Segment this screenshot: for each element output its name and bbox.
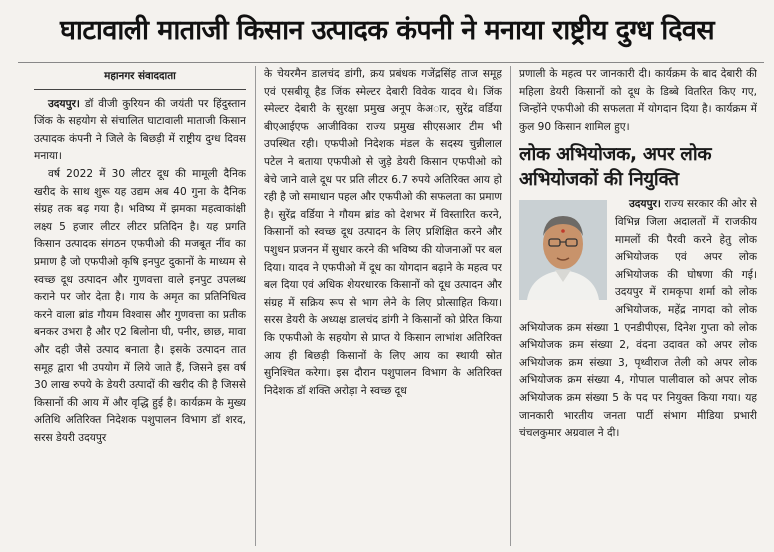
byline: महानगर संवाददाता (34, 66, 246, 90)
article-column-3 (519, 66, 757, 552)
paragraph-text: वर्ष 2022 में 30 लीटर दूध की मामूली दैनिक खरीद के साथ शुरू यह उद्यम अब 40 गुना के दैनिक संग्रह तक बढ़ गया है। भविष्य में झमका महत्वाकांक्षी लक्ष्य 5 हजार लीटर लीटर प्रतिदिन है। यह प्रगति किसान उत्पादक संगठन एफपीओ की मजबूत नींव का प्रमाण है जो एफपीओ कृषि इनपुट दुकानों के माध्यम से स्वच्छ दूध उत्पादन और गुणवत्ता वाले इनपुट उपलब्ध कराने पर जोर देता है। गाय के अमृत का प्रतिनिधित्व करने वाला ब्रांड गौयम विश्वास और गुणवत्ता का प्रतीक बनकर उभरा है और ए2 बिलोना घी, पनीर, छाछ, मावा और दही जैसे उत्पाद बनाता है। इसके उत्पादन तात समूह द्वारा भी उपयोग में लिये जाते हैं, जिसने इस वर्ष 30 लाख रुपये के डेयरी उत्पादों की खरीद की है जिससे किसानों की आय में और वृद्धि हुई है। कार्यक्रम के मुख्य अतिथि अतिरिक्त निदेशक पशुपालन विभाग डॉ शरद, सरस डेयरी उदयपुर (34, 167, 246, 444)
main-headline: घाटावाली माताजी किसान उत्पादक कंपनी ने मनाया राष्ट्रीय दुग्ध दिवस (59, 15, 715, 46)
sub-headline: लोक अभियोजक, अपर लोक अभियोजकों की नियुक्ति (519, 144, 712, 191)
paragraph: के चेयरमैन डालचंद डांगी, क्रय प्रबंधक गजेंद्रसिंह ताज समूह एवं एसबीयू हैड जिंक स्मेल्टर देबारी विवेक यादव थे। जिंक स्मेल्टर देबारी के सुरक्षा प्रमुख अनूप केअार, सुरेंद्र वर्डिया बीएआईएफ आजीविका राज्य प्रमुख सीएसआर टीम भी उपस्थित रही। एफपीओ निदेशक मंडल के सदस्य चुन्नीलाल पटेल ने बताया एफपीओ से जुड़े डेयरी किसान एफपीओ को बेचे जाने वाले दूध पर प्रति लीटर 6.7 रुपये अतिरिक्त आय हो रही है जो समाधान पहल और एफपीओ की सफलता का प्रमाण है। सुरेंद्र वर्डिया ने गौयम ब्रांड को देशभर में विस्तारित करने, किसानों को स्वच्छ दूध उत्पादन के लिए प्रशिक्षित करने और पशुधन प्रजनन में सुधार करने की भविष्य की योजनाओं पर बल दिया। यादव ने एफपीओ में दूध का योगदान बढ़ाने के महत्व पर बल दिया एवं अधिक शेयरधारक किसानों को दूध उत्पादन और संग्रह में सक्रिय रूप से भाग लेने के लिए प्रोत्साहित किया। सरस डेयरी के अध्यक्ष डालचंद डांगी ने किसानों को प्रेरित किया कि एफपीओ के सहयोग से प्राप्त ये किसान लाभांश अतिरिक्त आय ही बिछड़ी किसानों के लिए आय का स्थायी स्रोत सुनिश्चित करेगा। इस दौरान पशुपालन विभाग के अतिरिक्त निदेशक डॉ शक्ति अरोड़ा ने स्वच्छ दूध (264, 68, 502, 397)
dateline: उदयपुर। (629, 198, 661, 211)
paragraph-text: राज्य सरकार की ओर से विभिन्न जिला अदालतों में राजकीय मामलों की पैरवी करने हेतु लोक अभियोजक एवं अपर लोक अभियोजक की घोषणा की गई। उदयपुर में रामकृपा शर्मा को लोक अभियोजक, महेंद्र नागदा को लोक अभियोजक क्रम संख्या 1 एनडीपीएस, दिनेश गुप्ता को लोक अभियोजक क्रम संख्या 2, वंदना उदावत को अपर लोक अभियोजक क्रम संख्या 3, पृथ्वीराज तेली को अपर लोक अभियोजक क्रम संख्या 4, गोपाल पालीवाल को अपर लोक अभियोजक क्रम संख्या 5 के पद पर नियुक्त किया गया। यह जानकारी भारतीय जनता पार्टी संभाग मीडिया प्रभारी चंचलकुमार अग्रवाल ने दी। (519, 198, 757, 440)
article-column-1 (34, 66, 246, 552)
column-divider (510, 66, 511, 546)
dateline: उदयपुर। (48, 97, 80, 110)
paragraph-text: डॉ वीजी कुरियन की जयंती पर हिंदुस्तान जिंक के सहयोग से संचालित घाटावाली माताजी किसान उत्पादक कंपनी ने जिले के बिछड़ी में राष्ट्रीय दुग्ध दिवस मनाया। (34, 97, 246, 163)
paragraph: प्रणाली के महत्व पर जानकारी दी। कार्यक्रम के बाद देबारी की महिला डेयरी किसानों को दूध के डिब्बे वितरित किए गए, जिन्होंने एफपीओ की सफलता में योगदान दिया है। कार्यक्रम में कुल 90 किसान शामिल हुए। (519, 68, 757, 133)
portrait-illustration (519, 200, 607, 300)
column-divider (255, 66, 256, 546)
article-column-2 (264, 66, 502, 552)
paragraph (34, 166, 246, 448)
headline-divider (18, 62, 764, 63)
person-portrait-icon (519, 200, 607, 300)
paragraph (34, 96, 246, 166)
